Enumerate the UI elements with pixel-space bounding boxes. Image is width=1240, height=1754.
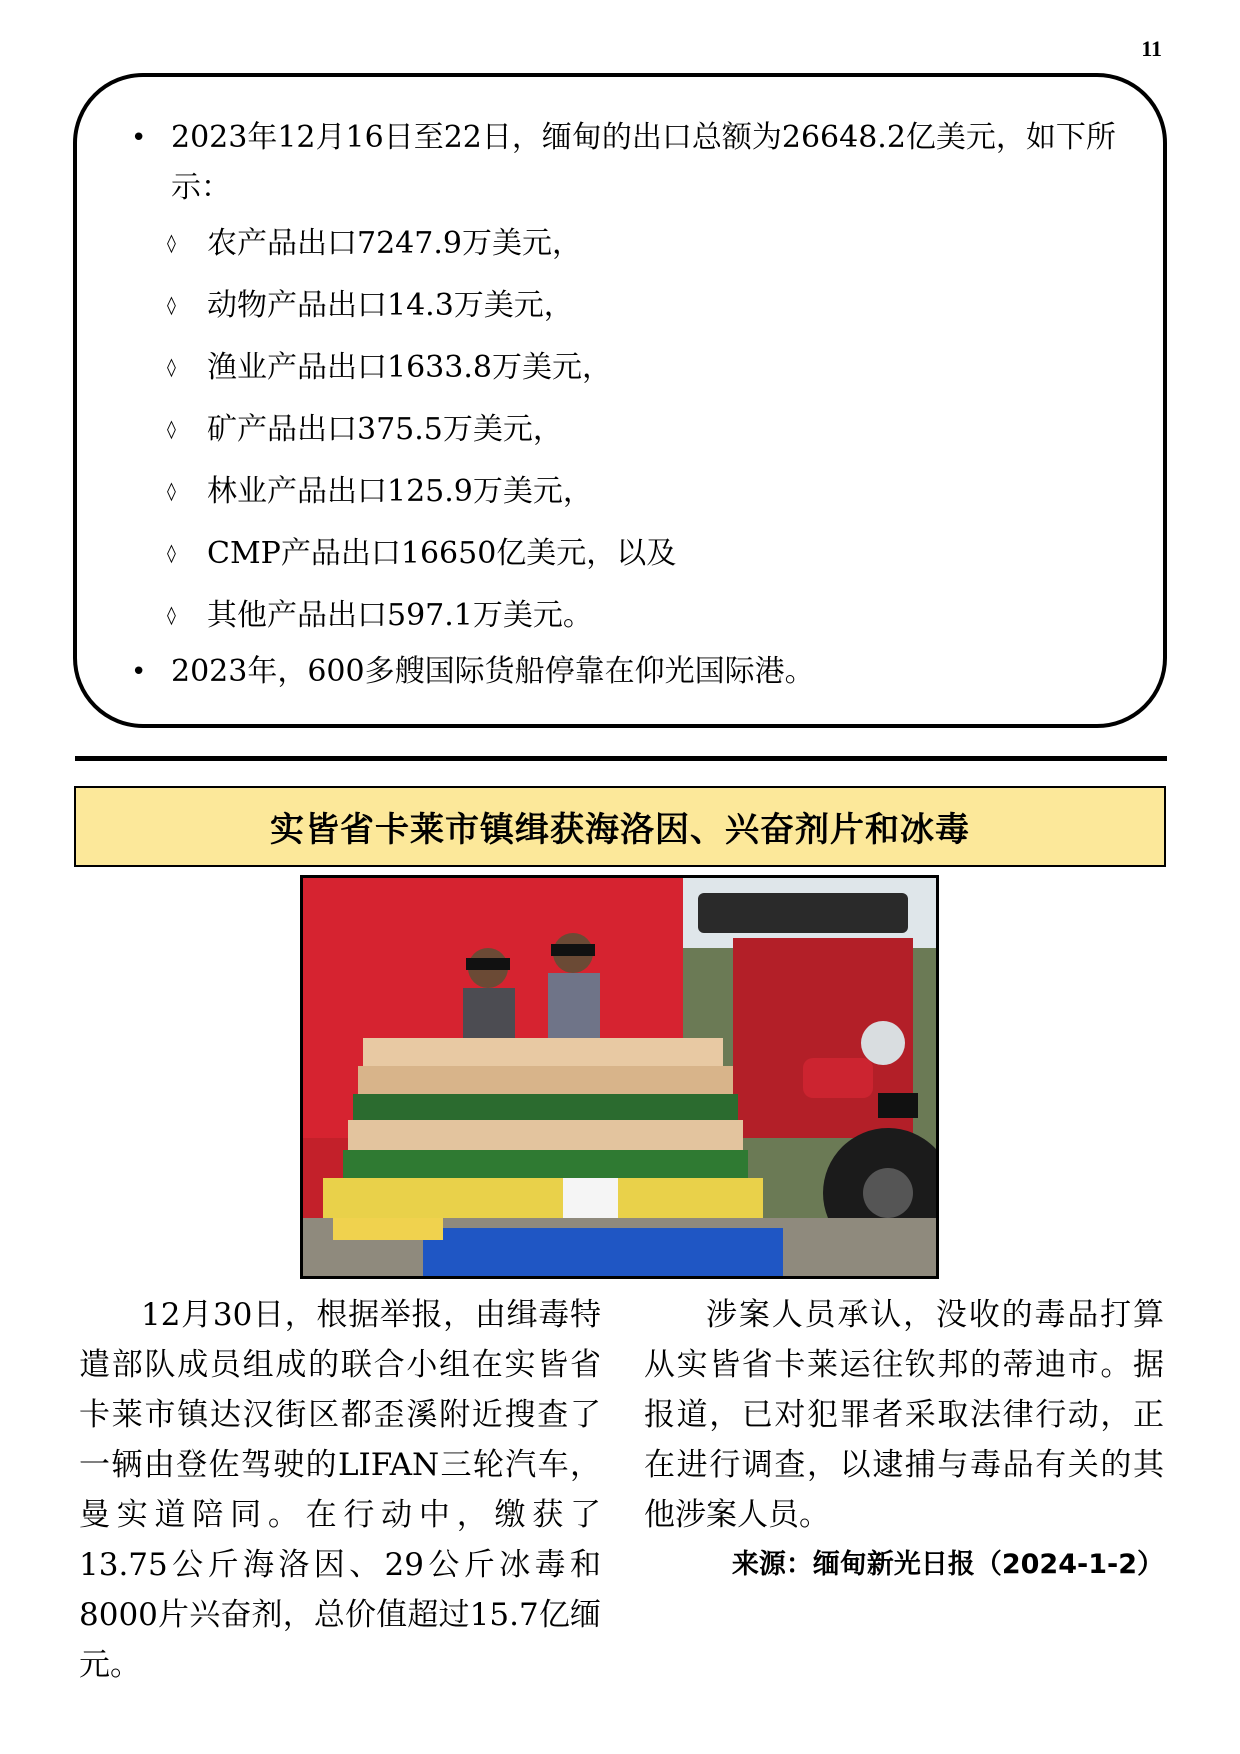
export-item-text: CMP产品出口16650亿美元，以及	[207, 536, 677, 571]
export-total-bullet	[131, 113, 1123, 647]
export-item-text: 其他产品出口597.1万美元。	[207, 598, 593, 633]
export-item-animal	[167, 275, 1123, 337]
export-item-text: 渔业产品出口1633.8万美元，	[207, 350, 612, 385]
export-summary-box	[73, 73, 1167, 728]
diamond-bullet-icon: ◊	[167, 295, 176, 316]
export-total-text: 2023年12月16日至22日，缅甸的出口总额为26648.2亿美元，如下所示：	[171, 120, 1116, 205]
export-item-text: 农产品出口7247.9万美元，	[207, 226, 582, 261]
export-item-other	[167, 585, 1123, 647]
export-item-text: 动物产品出口14.3万美元，	[207, 288, 574, 323]
diamond-bullet-icon: ◊	[167, 233, 176, 254]
article-headline-box	[74, 786, 1166, 867]
export-item-agriculture	[167, 213, 1123, 275]
article-column-left	[79, 1290, 601, 1690]
port-ships-bullet	[131, 647, 1123, 697]
diamond-bullet-icon: ◊	[167, 543, 176, 564]
export-item-forestry	[167, 461, 1123, 523]
article-source: 来源：缅甸新光日报（2024-1-2）	[731, 1549, 1164, 1580]
export-item-text: 矿产品出口375.5万美元，	[207, 412, 563, 447]
export-item-text: 林业产品出口125.9万美元，	[207, 474, 593, 509]
diamond-bullet-icon: ◊	[167, 481, 176, 502]
diamond-bullet-icon: ◊	[167, 605, 176, 626]
export-item-mineral	[167, 399, 1123, 461]
export-bullet-list	[131, 113, 1123, 697]
news-photo	[300, 875, 939, 1279]
section-divider	[75, 756, 1167, 761]
article-column-right	[644, 1290, 1164, 1590]
diamond-bullet-icon: ◊	[167, 419, 176, 440]
export-item-fishery	[167, 337, 1123, 399]
article-paragraph-2: 涉案人员承认，没收的毒品打算从实皆省卡莱运往钦邦的蒂迪市。据报道，已对犯罪者采取法律行动，正在进行调查，以逮捕与毒品有关的其他涉案人员。	[644, 1297, 1164, 1533]
page-number: 11	[1141, 36, 1162, 61]
seizure-scene-image	[303, 878, 936, 1276]
article-paragraph-1: 12月30日，根据举报，由缉毒特遣部队成员组成的联合小组在实皆省卡莱市镇达汉街区都歪溪附近搜查了一辆由登佐驾驶的LIFAN三轮汽车，曼实道陪同。在行动中，缴获了13.75公斤海洛因、29公斤冰毒和8000片兴奋剂，总价值超过15.7亿缅元。	[79, 1297, 601, 1683]
diamond-bullet-icon: ◊	[167, 357, 176, 378]
article-headline: 实皆省卡莱市镇缉获海洛因、兴奋剂片和冰毒	[270, 810, 970, 850]
export-item-cmp	[167, 523, 1123, 585]
port-ships-text: 2023年，600多艘国际货船停靠在仰光国际港。	[171, 654, 815, 689]
export-category-list	[167, 213, 1123, 647]
